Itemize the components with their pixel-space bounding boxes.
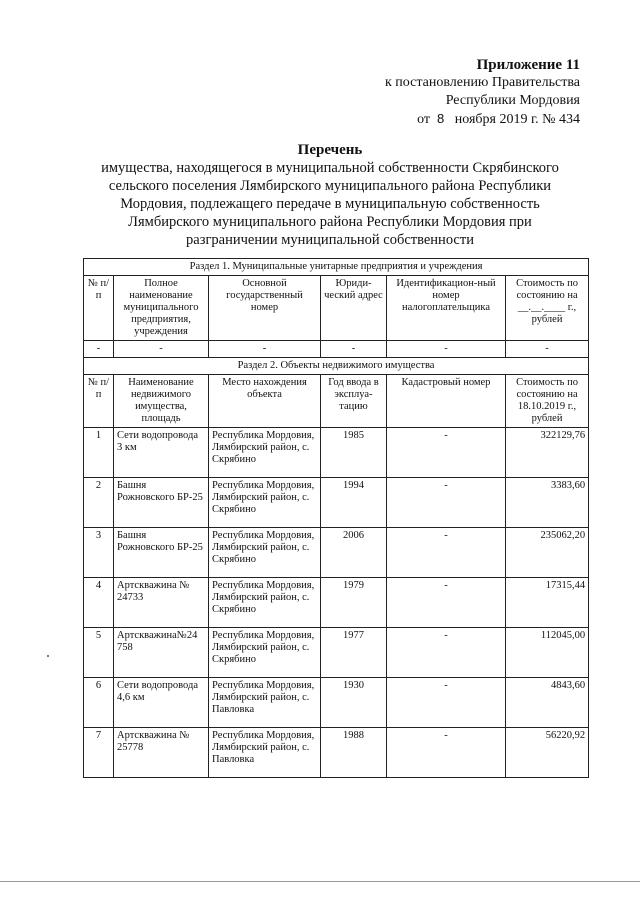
appendix-title: Приложение 11: [476, 57, 580, 73]
row-number: 2: [84, 478, 114, 528]
row-number: 7: [84, 728, 114, 778]
cadastral-number: -: [387, 628, 506, 678]
section1-title: Раздел 1. Муниципальные унитарные предприятия и учреждения: [84, 259, 589, 276]
section2-header-cell: Кадастровый номер: [387, 375, 506, 428]
heading-line-1: имущества, находящегося в муниципальной собственности Скрябинского: [101, 160, 559, 176]
date-prefix: от: [417, 112, 431, 127]
property-cost: 3383,60: [506, 478, 589, 528]
row-number: 1: [84, 428, 114, 478]
dash-cell: -: [321, 341, 387, 358]
commission-year: 1930: [321, 678, 387, 728]
section1-header-cell: Основной государственный номер: [209, 276, 321, 341]
section1-header-row: [84, 276, 589, 341]
row-number: 3: [84, 528, 114, 578]
date-day: 8: [437, 111, 445, 126]
row-number: 6: [84, 678, 114, 728]
page-bottom-line: [0, 881, 640, 882]
property-location: Республика Мордовия, Лямбирский район, с. Скрябино: [209, 478, 321, 528]
cadastral-number: -: [387, 728, 506, 778]
section2-header-cell: Наименование недвижимого имущества, площадь: [114, 375, 209, 428]
section1-header-cell: № п/п: [84, 276, 114, 341]
appendix-line-1: к постановлению Правительства: [384, 75, 580, 90]
section1-header-cell: Идентификацион-ный номер налогоплательщика: [387, 276, 506, 341]
commission-year: 2006: [321, 528, 387, 578]
property-cost: 322129,76: [506, 428, 589, 478]
appendix-block: [330, 56, 580, 129]
property-name: Сети водопровода 4,6 км: [114, 678, 209, 728]
section2-header-cell: Год ввода в эксплуа-тацию: [321, 375, 387, 428]
document-heading: [70, 141, 590, 249]
table-row: [84, 728, 589, 778]
section2-header-cell: Место нахождения объекта: [209, 375, 321, 428]
commission-year: 1979: [321, 578, 387, 628]
row-number: 5: [84, 628, 114, 678]
property-cost: 235062,20: [506, 528, 589, 578]
section2-header-row: [84, 375, 589, 428]
property-name: Артскважина№24 758: [114, 628, 209, 678]
table-row: [84, 478, 589, 528]
commission-year: 1994: [321, 478, 387, 528]
scan-speck: [47, 655, 49, 657]
commission-year: 1985: [321, 428, 387, 478]
heading-line-2: сельского поселения Лямбирского муниципального района Республики: [108, 178, 552, 194]
dash-cell: -: [114, 341, 209, 358]
property-name: Башня Рожновского БР-25: [114, 478, 209, 528]
cadastral-number: -: [387, 478, 506, 528]
appendix-date: [330, 110, 580, 129]
dash-cell: -: [84, 341, 114, 358]
heading-title: Перечень: [297, 142, 363, 158]
section2-header-cell: № п/п: [84, 375, 114, 428]
table-row: [84, 428, 589, 478]
heading-line-3: Мордовия, подлежащего передаче в муниципальную собственность: [120, 196, 540, 212]
section1-header-cell: Стоимость по состоянию на __.__.____ г., рублей: [506, 276, 589, 341]
property-cost: 112045,00: [506, 628, 589, 678]
cadastral-number: -: [387, 678, 506, 728]
heading-line-4: Лямбирского муниципального района Республики Мордовия при: [128, 214, 532, 230]
property-cost: 17315,44: [506, 578, 589, 628]
property-location: Республика Мордовия, Лямбирский район, с. Скрябино: [209, 528, 321, 578]
table-row: [84, 628, 589, 678]
section2-rows: [84, 428, 589, 778]
property-cost: 4843,60: [506, 678, 589, 728]
property-name: Артскважина № 24733: [114, 578, 209, 628]
date-rest: ноября 2019 г. № 434: [454, 112, 580, 127]
commission-year: 1977: [321, 628, 387, 678]
section1-header-cell: Юриди-ческий адрес: [321, 276, 387, 341]
table-row: [84, 678, 589, 728]
dash-cell: -: [506, 341, 589, 358]
property-name: Башня Рожновского БР-25: [114, 528, 209, 578]
property-table: [83, 258, 589, 778]
property-location: Республика Мордовия, Лямбирский район, с. Скрябино: [209, 628, 321, 678]
property-location: Республика Мордовия, Лямбирский район, с. Павловка: [209, 728, 321, 778]
cadastral-number: -: [387, 578, 506, 628]
section2-header-cell: Стоимость по состоянию на 18.10.2019 г., рублей: [506, 375, 589, 428]
row-number: 4: [84, 578, 114, 628]
section1-title-row: [84, 259, 589, 276]
dash-cell: -: [209, 341, 321, 358]
cadastral-number: -: [387, 528, 506, 578]
cadastral-number: -: [387, 428, 506, 478]
section1-header-cell: Полное наименование муниципального предприятия, учреждения: [114, 276, 209, 341]
table-row: [84, 528, 589, 578]
property-location: Республика Мордовия, Лямбирский район, с. Скрябино: [209, 578, 321, 628]
dash-cell: -: [387, 341, 506, 358]
heading-line-5: разграничении муниципальной собственности: [186, 232, 474, 248]
property-cost: 56220,92: [506, 728, 589, 778]
section1-empty-row: [84, 341, 589, 358]
commission-year: 1988: [321, 728, 387, 778]
property-location: Республика Мордовия, Лямбирский район, с. Скрябино: [209, 428, 321, 478]
property-location: Республика Мордовия, Лямбирский район, с. Павловка: [209, 678, 321, 728]
table-row: [84, 578, 589, 628]
property-name: Сети водопровода 3 км: [114, 428, 209, 478]
section2-title: Раздел 2. Объекты недвижимого имущества: [84, 358, 589, 375]
property-name: Артскважина № 25778: [114, 728, 209, 778]
appendix-line-2: Республики Мордовия: [445, 93, 580, 108]
section2-title-row: [84, 358, 589, 375]
